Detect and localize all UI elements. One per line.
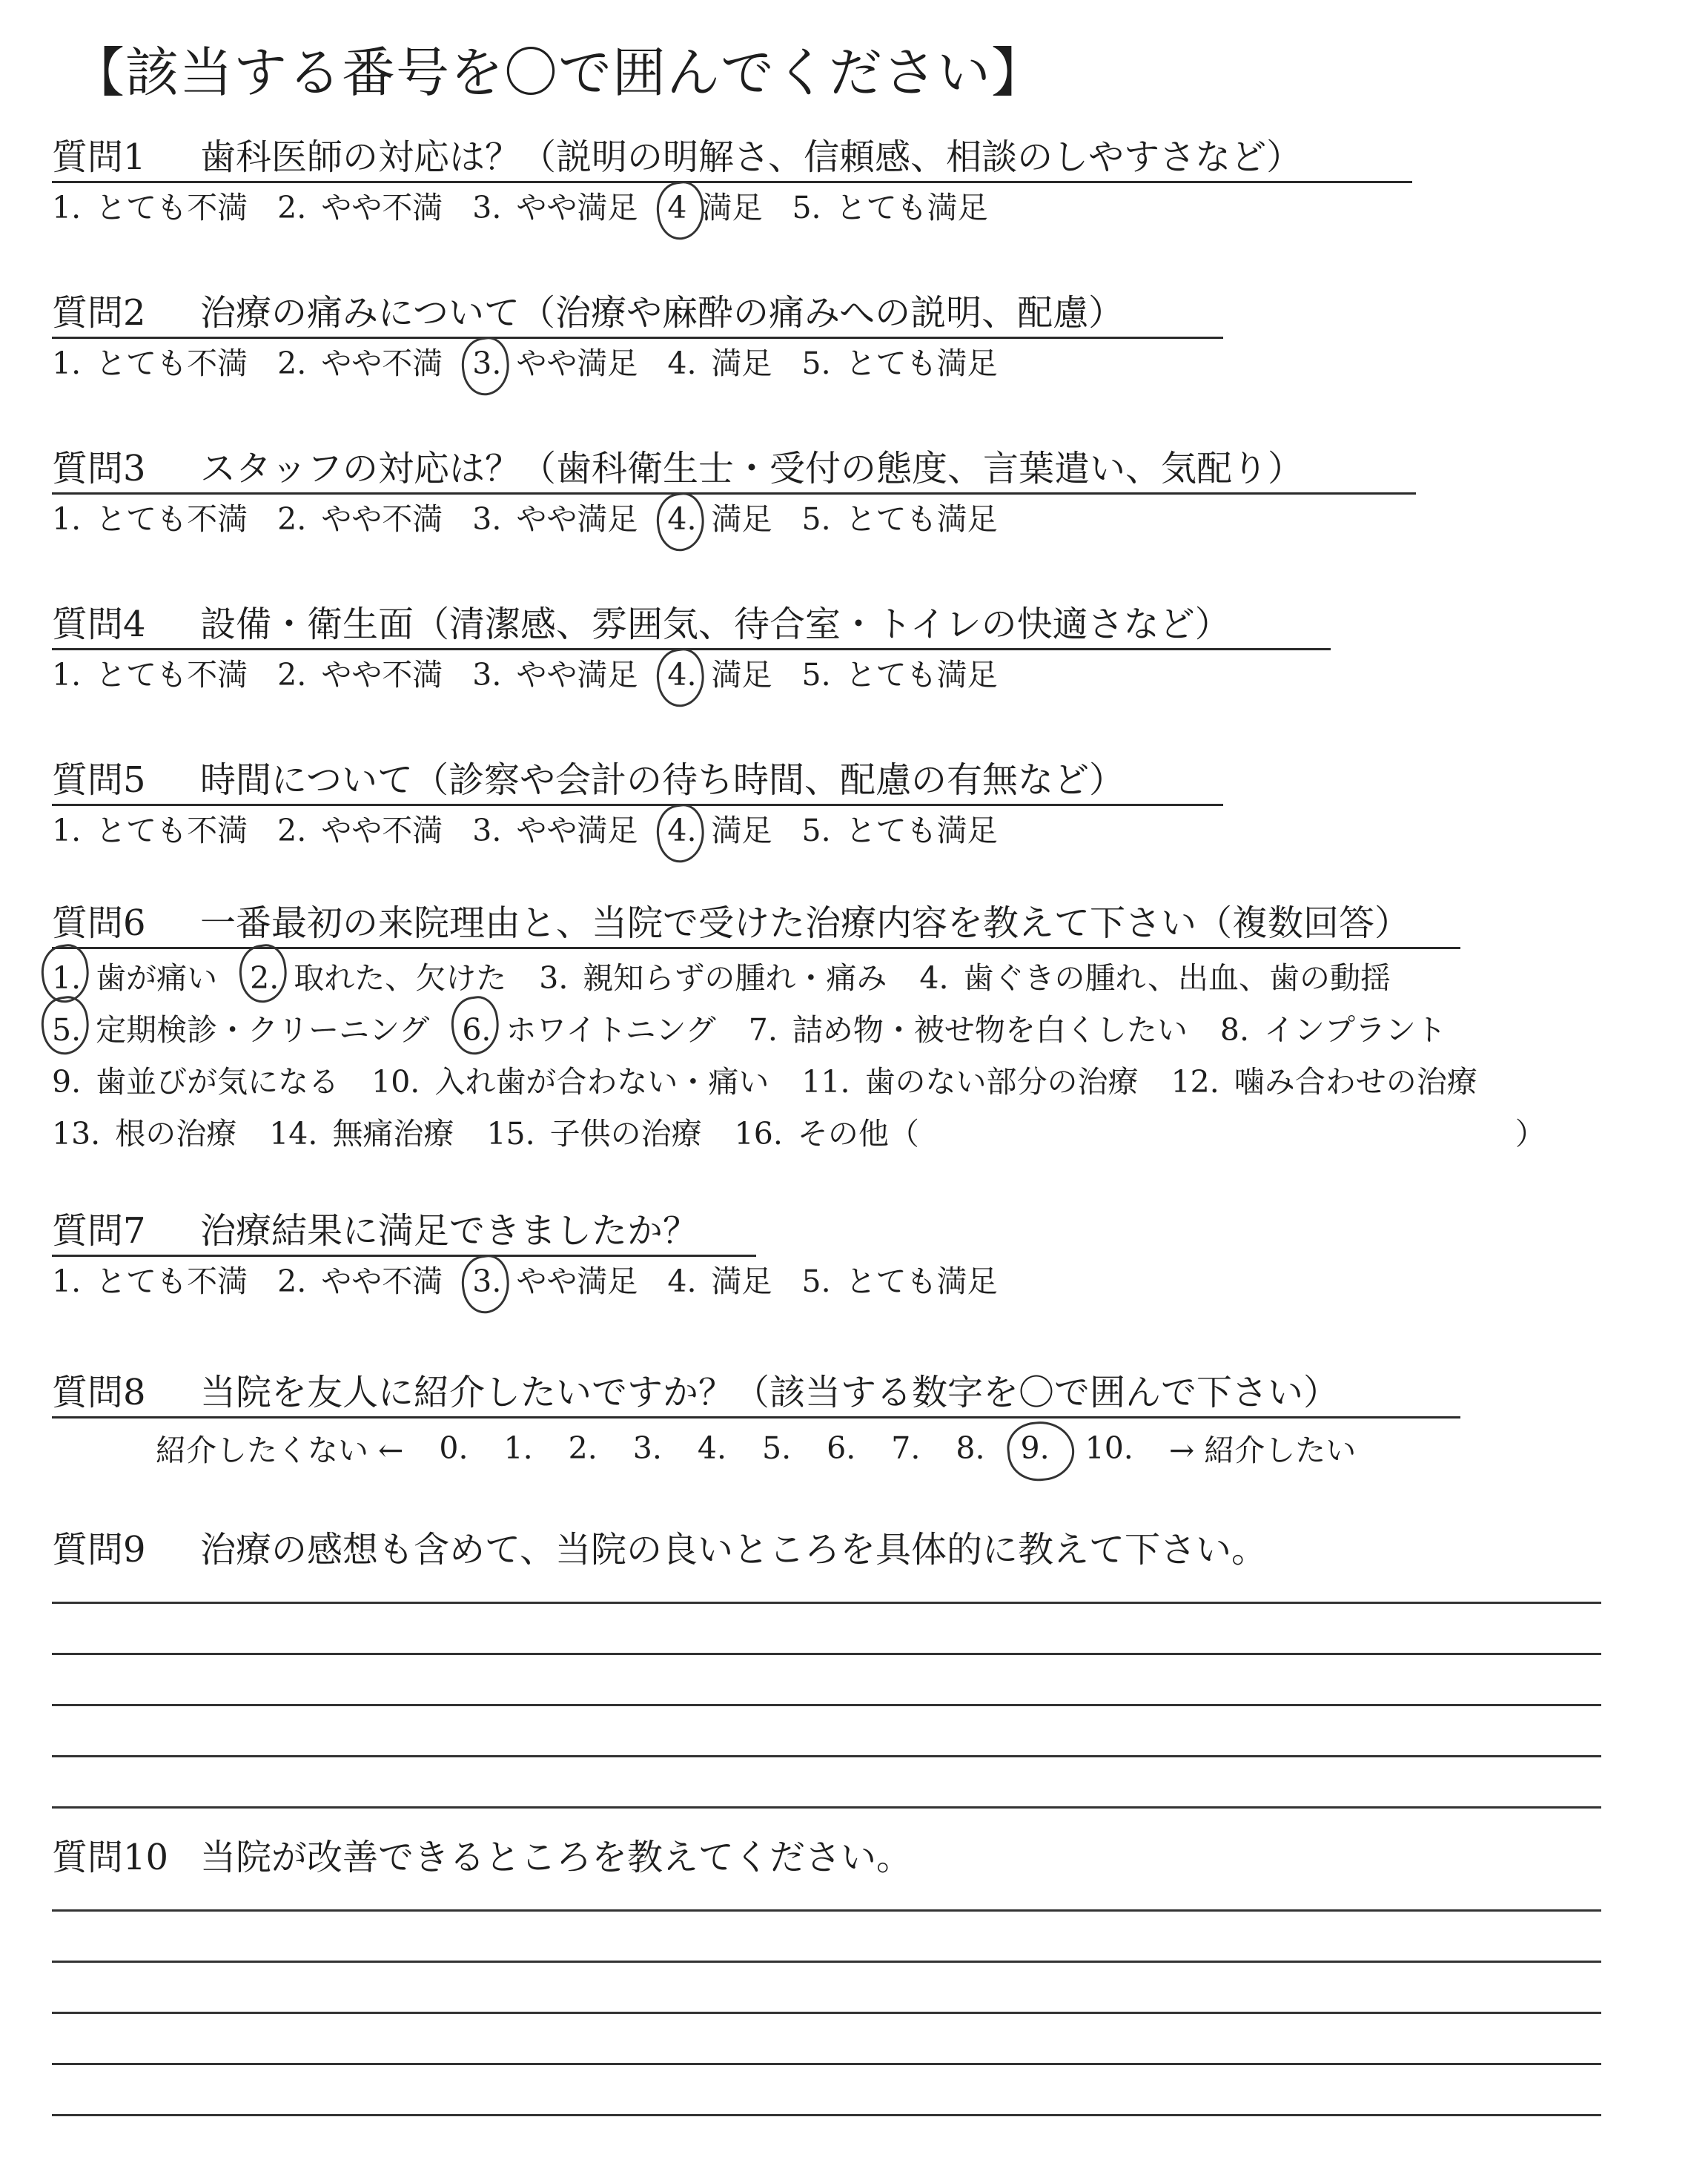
answer-option[interactable] [472,1263,638,1300]
option-number: 3. [472,657,502,693]
option-label: とても満足 [845,501,998,537]
option-number: 2. [250,952,279,1004]
option-label: やや満足 [516,657,638,693]
answer-option[interactable] [1220,1004,1446,1056]
question-label: 質問6 [52,902,146,944]
answer-option[interactable] [792,189,987,226]
question-label: 質問10 [52,1837,169,1878]
option-number: 5. [801,501,831,537]
option-label: 親知らずの腫れ・痛み [583,960,887,996]
option-label: やや不満 [321,1264,443,1299]
answer-option[interactable] [667,189,762,226]
question-text: 治療の感想も含めて、当院の良いところを具体的に教えて下さい。 [200,1529,1268,1571]
question-label: 質問3 [52,448,146,489]
question-1 [52,135,1505,226]
answer-option[interactable] [52,812,248,849]
option-number: 3. [472,1264,502,1299]
option-number: 5. [52,1004,81,1056]
question-2 [52,291,1505,382]
answer-option[interactable] [802,812,998,849]
answer-option[interactable] [277,656,443,693]
option-number: 5. [801,346,831,381]
question-6 [52,901,1546,1160]
option-label: 歯のない部分の治療 [864,1064,1139,1100]
option-row [52,1108,1546,1160]
option-label: 満足 [711,657,772,693]
option-number: 3. [472,346,502,381]
answer-option[interactable] [52,1108,236,1160]
answer-option[interactable] [52,189,248,226]
option-label: 噛み合わせの治療 [1234,1064,1477,1100]
option-number: 5. [801,657,831,693]
question-label: 質問2 [52,292,146,334]
answer-option[interactable] [277,189,443,226]
option-number: 3. [472,190,502,225]
scale-value[interactable]: 4. [697,1430,727,1466]
option-number: 1. [52,1264,82,1299]
option-label: やや不満 [321,813,443,848]
option-label: とても満足 [845,813,998,848]
answer-option[interactable] [52,952,217,1004]
answer-options [52,501,1505,538]
answer-option[interactable] [277,345,443,382]
option-label: とても不満 [96,1264,248,1299]
scale-value[interactable]: 1. [503,1430,533,1466]
answer-option[interactable] [52,656,248,693]
option-label: とても満足 [845,1264,998,1299]
option-label: 入れ歯が合わない・痛い [434,1064,769,1100]
option-row [52,1056,1505,1108]
question-label: 質問1 [52,136,146,178]
answer-option[interactable] [1171,1056,1477,1108]
option-label: 歯が痛い [96,960,218,996]
question-underline [52,1255,756,1257]
option-label: 根の治療 [115,1116,237,1152]
option-number: 1. [52,346,82,381]
option-number: 2. [277,813,307,848]
option-label: 満足 [711,346,772,381]
answer-option[interactable] [802,501,998,538]
scale-value[interactable]: 6. [827,1430,856,1466]
answer-option[interactable] [667,501,772,538]
answer-option[interactable] [667,812,772,849]
question-label: 質問7 [52,1210,146,1252]
option-label: 子供の治療 [549,1116,702,1152]
option-label: インプラント [1264,1012,1446,1048]
option-label: とても不満 [96,501,248,537]
question-label: 質問9 [52,1529,146,1571]
answer-options [52,345,1505,382]
recommend-scale [156,1426,1505,1470]
scale-value[interactable]: 2. [568,1430,598,1466]
option-number: 1. [52,657,82,693]
option-number: 4. [667,813,697,848]
option-label: とても満足 [845,346,998,381]
question-7 [52,1209,1505,1300]
answer-option[interactable] [486,1108,701,1160]
question-text: 治療の痛みについて（治療や麻酔の痛みへの説明、配慮） [200,292,1125,334]
answer-option[interactable] [472,189,638,226]
scale-value[interactable]: 0. [439,1430,469,1466]
answer-option[interactable] [269,1108,454,1160]
question-text: 当院が改善できるところを教えてください。 [200,1837,913,1878]
page-heading: 【該当する番号を〇で囲んでください】 [71,42,1046,104]
option-label: やや不満 [321,501,443,537]
answer-option[interactable] [52,1263,248,1300]
option-label: 定期検診・クリーニング [96,1012,430,1048]
scale-value[interactable]: 7. [891,1430,921,1466]
option-label: とても不満 [96,813,248,848]
option-label: やや不満 [321,190,443,225]
option-number: 12. [1171,1064,1219,1100]
question-4 [52,602,1505,693]
option-label: やや不満 [321,657,443,693]
option-number: 10. [371,1064,420,1100]
option-number: 2. [277,657,307,693]
option-number: 4. [667,657,697,693]
answer-option[interactable] [277,812,443,849]
option-label: やや満足 [516,1264,638,1299]
question-label: 質問5 [52,759,146,801]
answer-options [52,1263,1505,1300]
answer-option[interactable] [667,1263,772,1300]
option-number: 4. [667,346,697,381]
answer-option[interactable] [472,656,638,693]
question-underline [52,804,1223,806]
option-number: 1. [52,501,82,537]
option-label: とても不満 [96,346,248,381]
option-row [52,952,1505,1004]
option-number: 1. [52,190,82,225]
question-label: 質問8 [52,1372,146,1413]
option-label: その他（ [797,1116,919,1152]
option-label: 満足 [711,1264,772,1299]
answer-option[interactable] [52,345,248,382]
scale-value[interactable]: 5. [762,1430,792,1466]
scale-left-label: 紹介したくない ← [156,1433,404,1468]
scale-right-label: → 紹介したい [1168,1433,1357,1468]
option-number: 4. [667,1264,697,1299]
option-label: 無痛治療 [332,1116,454,1152]
question-5 [52,758,1505,849]
option-label: とても満足 [835,190,988,225]
question-10 [52,1835,1505,2116]
option-number: 5. [801,1264,831,1299]
question-text: 設備・衛生面（清潔感、雰囲気、待合室・トイレの快適さなど） [200,604,1231,645]
answer-option[interactable] [667,345,772,382]
option-label: やや満足 [516,190,638,225]
question-underline [52,181,1412,183]
option-label: ホワイトニング [506,1012,716,1048]
option-number: 2. [277,346,307,381]
option-label: とても不満 [96,190,248,225]
scale-value[interactable]: 10. [1085,1430,1133,1466]
answer-option[interactable] [371,1056,769,1108]
answer-lines[interactable] [52,1909,1505,2116]
option-label: 詰め物・被せ物を白くしたい [792,1012,1188,1048]
answer-option[interactable] [52,1056,339,1108]
option-number: 3. [472,501,502,537]
option-number: 1. [52,813,82,848]
question-3 [52,446,1505,538]
question-text: 当院を友人に紹介したいですか？（該当する数字を〇で囲んで下さい） [200,1372,1340,1413]
option-row [52,1004,1505,1056]
option-number: 4. [667,501,697,537]
option-label: やや満足 [516,501,638,537]
question-underline [52,492,1416,495]
answer-option[interactable] [802,1263,998,1300]
answer-option[interactable] [802,656,998,693]
answer-option[interactable] [472,501,638,538]
answer-option[interactable] [801,1056,1138,1108]
option-number: 9. [52,1064,82,1100]
answer-option[interactable] [52,1004,429,1056]
answer-options [52,812,1505,849]
option-number: 2. [277,190,307,225]
option-number: 7. [748,1012,778,1048]
question-label: 質問4 [52,604,146,645]
option-number: 11. [801,1064,850,1100]
option-label: やや満足 [516,813,638,848]
option-label: 満足 [711,501,772,537]
option-number: 1. [52,952,81,1004]
scale-value[interactable]: 3. [632,1430,662,1466]
answer-option[interactable] [250,952,506,1004]
scale-value[interactable]: 9. [1020,1430,1050,1466]
answer-option[interactable] [277,1263,443,1300]
option-number: 2. [277,501,307,537]
scale-value[interactable]: 8. [956,1430,985,1466]
option-label: 歯ぐきの腫れ、出血、歯の動揺 [963,960,1391,996]
answer-option[interactable] [749,1004,1188,1056]
option-number: 3. [472,813,502,848]
answer-option[interactable] [472,812,638,849]
question-text: スタッフの対応は？（歯科衛生士・受付の態度、言葉遣い、気配り） [200,448,1304,489]
answer-option[interactable] [539,952,887,1004]
option-number: 6. [462,1004,491,1056]
answer-option[interactable] [802,345,998,382]
answer-option[interactable] [472,345,638,382]
option-label: とても不満 [96,657,248,693]
answer-option[interactable] [462,1004,715,1056]
option-label: 満足 [701,190,763,225]
option-number: 14. [269,1116,318,1152]
option-number: 2. [277,1264,307,1299]
option-number: 16. [734,1116,783,1152]
answer-lines[interactable] [52,1602,1505,1809]
option-number: 5. [792,190,821,225]
option-label: 満足 [711,813,772,848]
option-number: 15. [486,1116,535,1152]
answer-option[interactable] [735,1108,919,1160]
option-number: 13. [52,1116,101,1152]
question-underline [52,337,1223,339]
question-9 [52,1527,1505,1809]
answer-option[interactable] [667,656,772,693]
option-number: 4. [919,960,949,996]
question-8 [52,1370,1505,1470]
option-label: やや不満 [321,346,443,381]
option-label: やや満足 [516,346,638,381]
question-underline [52,1416,1460,1418]
answer-options [52,189,1505,226]
question-text: 治療結果に満足できましたか？ [200,1210,699,1252]
option-number: 5. [801,813,831,848]
option-label: 歯並びが気になる [96,1064,340,1100]
option-number: 3. [539,960,569,996]
question-text: 時間について（診察や会計の待ち時間、配慮の有無など） [200,759,1125,801]
question-text: 歯科医師の対応は？（説明の明解さ、信頼感、相談のしやすさなど） [200,136,1302,178]
option-label: とても満足 [845,657,998,693]
answer-option[interactable] [277,501,443,538]
other-close-paren: ） [1515,1116,1546,1152]
answer-options [52,656,1505,693]
option-number: 8. [1219,1012,1249,1048]
option-number: 4 [667,190,687,225]
answer-option[interactable] [919,952,1391,1004]
question-text: 一番最初の来院理由と、当院で受けた治療内容を教えて下さい（複数回答） [200,902,1411,944]
option-label: 取れた、欠けた [294,960,507,996]
answer-option[interactable] [52,501,248,538]
